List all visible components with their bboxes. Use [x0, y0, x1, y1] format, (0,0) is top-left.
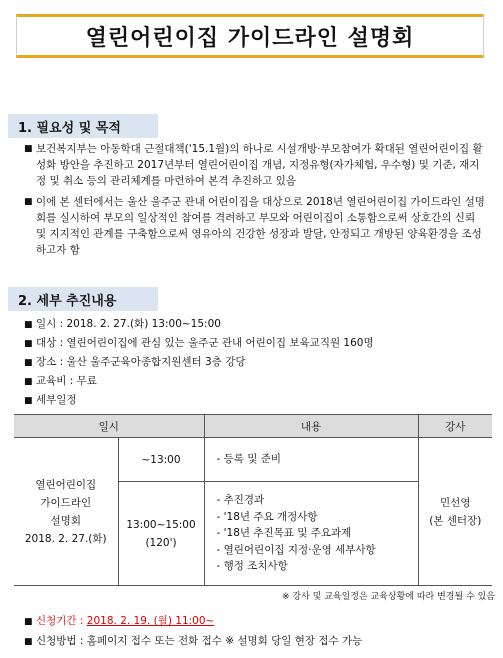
list-item: ■ 교육비 : 무료 — [24, 373, 494, 389]
paragraph-1 — [24, 141, 486, 189]
bullet-square-icon: ■ — [24, 144, 33, 154]
bullet-square-icon: ■ — [24, 358, 33, 368]
title-box — [16, 14, 484, 58]
section-heading-purpose — [8, 114, 158, 138]
list-item: ■ 대상 : 열린어린이집에 관심 있는 울주군 관내 어린이집 보육교직원 160명 — [24, 335, 494, 351]
bullet-square-icon: ■ — [24, 396, 33, 406]
section-heading-details — [8, 287, 158, 311]
bullet-square-icon: ■ — [24, 637, 33, 647]
header-date: 일시 — [14, 415, 204, 438]
section-heading-text: 2. 세부 추진내용 — [18, 293, 117, 309]
apply-method: ■ 신청방법 : 홈페이지 접수 또는 전화 접수 ※ 설명회 당일 현장 접수 가능 — [24, 633, 362, 649]
bullet-square-icon: ■ — [24, 339, 33, 349]
bullet-square-icon: ■ — [24, 617, 33, 627]
event-cell: 열린어린이집 가이드라인 설명회 2018. 2. 27.(화) — [14, 438, 118, 586]
section-heading-text: 1. 필요성 및 목적 — [18, 120, 121, 136]
paragraph-text: 이에 본 센터에서는 울산 울주군 관내 어린이집을 대상으로 2018년 열린어린이집 가이드라인 설명회를 실시하여 부모의 일상적인 참여를 격려하고 부모와 어린이집이 소통함으로써 상호간의 신뢰 및 지지적인 관계를 구축함으로써 영유아의 건강한 성장과 발달, 안정되고 개방된 양육환경을 조성하고자 함 — [36, 196, 485, 256]
page-title: 열린어린이집 가이드라인 설명회 — [85, 25, 415, 51]
time-cell: 13:00~15:00 (120') — [118, 482, 204, 586]
apply-period: ■ 신청기간 : 2018. 2. 19. (월) 11:00~ — [24, 613, 214, 629]
table-header-row — [14, 415, 492, 438]
table-row — [14, 438, 492, 482]
content-cell: - 추진경과 - '18년 주요 개정사항 - '18년 추진목표 및 주요과제 - 열린어린이집 지정·운영 세부사항 - 행정 조치사항 — [204, 482, 418, 586]
content-cell: - 등록 및 준비 — [204, 438, 418, 482]
schedule-note: ※ 강사 및 교육일정은 교육상황에 따라 변경될 수 있음 — [281, 592, 495, 602]
list-item: ■ 세부일정 — [24, 392, 494, 408]
paragraph-2 — [24, 194, 486, 258]
paragraph-text: 보건복지부는 아동학대 근절대책('15.1월)의 하나로 시설개방·부모참여가 확대된 열린어린이집 활성화 방안을 추진하고 2017년부터 열린어린이집 개념, 지정유형(자가체험, 우수형) 및 기준, 재지정 및 취소 등의 관리체계를 마련하여 본격 추진하고 있음 — [36, 143, 483, 187]
bullet-square-icon: ■ — [24, 320, 33, 330]
bullet-square-icon: ■ — [24, 197, 33, 207]
header-instructor: 강사 — [418, 415, 492, 438]
bullet-square-icon: ■ — [24, 377, 33, 387]
schedule-table — [14, 414, 492, 586]
instructor-cell: 민선영 (본 센터장) — [418, 438, 492, 586]
details-list — [24, 316, 494, 408]
list-item: ■ 장소 : 울산 울주군육아종합지원센터 3층 강당 — [24, 354, 494, 370]
apply-period-value: 2018. 2. 19. (월) 11:00~ — [86, 615, 215, 627]
time-cell: ~13:00 — [118, 438, 204, 482]
list-item: ■ 일시 : 2018. 2. 27.(화) 13:00~15:00 — [24, 316, 494, 332]
header-content: 내용 — [204, 415, 418, 438]
